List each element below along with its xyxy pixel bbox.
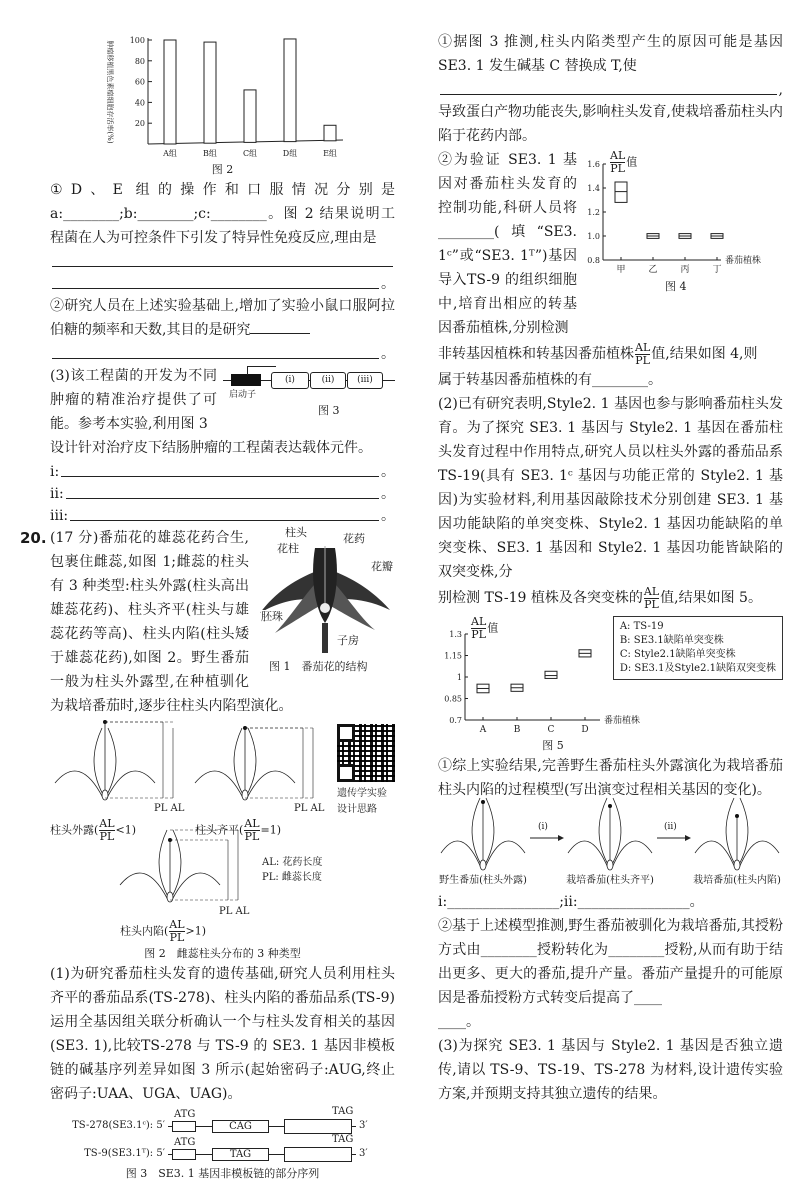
- box-甲: [615, 182, 627, 202]
- r2-text-3: 属于转基因番茄植株的有________。: [438, 372, 662, 388]
- stigma: [735, 814, 739, 818]
- question-2-text: ②研究人员在上述实验基础上,增加了实验小鼠口服阿拉伯糖的频率和天数,其目的是研究: [50, 298, 395, 338]
- figure-3-caption: 图 3: [318, 404, 340, 417]
- arrow-ii-head: [685, 835, 691, 841]
- answer-row-i: [50, 460, 395, 480]
- qr-code[interactable]: [337, 724, 395, 782]
- question-3-block: [50, 364, 395, 436]
- fig2-legend-pl: PL: 雌蕊长度: [262, 872, 322, 883]
- fig5-ylabel: $\frac{AL}{PL}$ 值: [471, 615, 499, 641]
- outline: [568, 841, 608, 868]
- seq-row-ts9: TS-9(SE3.1ᵀ): 5′ ATG TAG TAG 3′: [84, 1134, 368, 1160]
- x-tick-label: D: [581, 725, 589, 735]
- outline: [610, 798, 621, 868]
- pl-al-label: PL AL: [219, 906, 250, 917]
- fig1-label-ovary: 子房: [337, 634, 359, 647]
- bar-D组: [284, 39, 296, 142]
- outline: [483, 798, 494, 868]
- r2-text: ②为验证 SE3. 1 基因对番茄柱头发育的控制功能,科研人员将________(填“SE3. 1ᶜ”或“SE3. 1ᵀ”)基因导入TS-9 的组织细胞中,培育出相应的转基因番茄植株,分别检测: [438, 152, 577, 336]
- evo-answer[interactable]: i:________________;ii:________________。: [438, 894, 704, 910]
- outline: [245, 728, 256, 798]
- figure-5-container: [438, 616, 783, 738]
- fig1-label-style: 花柱: [277, 542, 299, 555]
- r5-text: (3)为探究 SE3. 1 基因与 Style2. 1 基因是否独立遗传,请以 TS-9、TS-19、TS-278 为材料,设计遗传实验方案,并预期支持其独立遗传的结果。: [438, 1038, 783, 1102]
- outline: [472, 798, 483, 868]
- x-tick-label: 乙: [648, 265, 658, 275]
- answer-row-ii: [50, 482, 395, 502]
- r3-text: ①综上实验结果,完善野生番茄柱头外露演化为栽培番茄柱头内陷的过程模型(写出演变过程相关基因的变化)。: [438, 758, 783, 798]
- figure-2-bar-chart: [100, 34, 350, 162]
- fig1-label-anther: 花药: [343, 532, 365, 545]
- answer-line[interactable]: [250, 333, 310, 334]
- bar-A组: [164, 40, 176, 144]
- r4-text: ②基于上述模型推测,野生番茄被驯化为栽培番茄,其授粉方式由________授粉转化为________授粉,从而有助于结出更多、更大的番茄,提升产量。番茄产量提升的可能原因是番茄授粉方式转变后提高了____: [438, 918, 783, 1006]
- x-tick-label: B: [513, 725, 521, 735]
- outline: [441, 841, 481, 868]
- ovary: [734, 860, 740, 870]
- arrow-label-i: (i): [538, 822, 548, 832]
- figure-4-caption: 图 4: [665, 280, 687, 293]
- outline: [726, 798, 737, 868]
- type-label-recessed: 柱头内陷( $\frac{AL}{PL}$ >1): [120, 918, 207, 944]
- fig2-legend-al: AL: 花药长度: [262, 857, 323, 868]
- answer-label-ii: ii:: [50, 486, 64, 502]
- r2-block: [438, 148, 783, 340]
- figure-5-legend: A: TS-19 B: SE3.1缺陷单突变株 C: Style2.1缺陷单突变株 D: SE3.1及Style2.1缺陷双突变株: [613, 616, 783, 680]
- stage-cultivated-recessed: 栽培番茄(柱头内陷): [693, 875, 781, 886]
- y-tick-label: 1.0: [587, 232, 600, 241]
- x-tick-label: C: [547, 725, 555, 735]
- outline: [599, 798, 610, 868]
- answer-row: [438, 78, 783, 98]
- ovary: [167, 892, 173, 902]
- part-2-text: (2)已有研究表明,Style2. 1 基因也参与影响番茄柱头发育。为了探究 SE3. 1 基因与 Style2. 1 基因在番茄柱头发育过程中作用特点,研究人员以柱头外露的番茄品系TS-19(具有 SE3. 1ᶜ 基因与功能正常的 Style2. 1 基因)为实验材料,利用基因敲除技术分别创建 SE3. 1 基因功能缺陷的单突变株、Style2. 1 基因功能缺陷的单突变株、SE3. 1 基因和 Style2. 1 基因功能皆缺陷的双突变株,分: [438, 396, 783, 580]
- figure-3-vector: [223, 364, 395, 420]
- figure-5-caption: 图 5: [542, 739, 564, 752]
- y-axis-label: 肿瘤移植黑色素瘤细胞存活率(%): [106, 40, 114, 144]
- comma: ,: [778, 82, 783, 98]
- outline: [737, 798, 748, 868]
- y-tick-label: 40: [134, 98, 145, 108]
- y-tick-label: 0.8: [587, 256, 600, 265]
- period: 。: [381, 486, 395, 502]
- fig1-label-petal: 花瓣: [371, 560, 393, 573]
- answer-line-ii[interactable]: [66, 498, 379, 499]
- outline: [234, 728, 245, 798]
- y-tick-label: 0.85: [444, 694, 462, 704]
- part-1-text: (1)为研究番茄柱头发育的遗传基础,研究人员利用柱头齐平的番茄品系(TS-278)、柱头内陷的番茄品系(TS-9)运用全基因组关联分析确认一个与柱头发育相关的基因(SE3. 1),比较TS-278 与 TS-9 的 SE3. 1 基因非模板链的碱基序列差异如图 3 所示(起始密码子:AUG,终止密码子:UAA、UGA、UAG)。: [50, 966, 395, 1102]
- figure-1-caption: 图 1 番茄花的结构: [269, 660, 368, 673]
- flower-exposed: [55, 720, 155, 800]
- vector-part-iii: (iii): [347, 372, 383, 389]
- figure-2-caption: 图 2: [211, 163, 234, 176]
- ovary: [480, 860, 486, 870]
- vector-part-i: (i): [271, 372, 309, 389]
- x-axis-label: 番茄植株: [604, 716, 641, 726]
- y-tick-label: 100: [129, 36, 145, 45]
- outline: [739, 841, 779, 868]
- figure-4-container: [583, 150, 783, 296]
- y-tick-label: 1.2: [587, 208, 600, 217]
- fig1-label-stigma: 柱头: [285, 526, 307, 539]
- y-tick-label: 20: [134, 119, 145, 129]
- answer-label-i: i:: [50, 464, 60, 480]
- r1-text-2: 导致蛋白产物功能丧失,影响柱头发育,使栽培番茄柱头内陷于花药内部。: [438, 104, 783, 144]
- x-tick-label: A: [479, 725, 487, 735]
- stigma: [481, 800, 485, 804]
- answer-label-iii: iii:: [50, 508, 69, 524]
- arrow-label-ii: (ii): [664, 822, 677, 832]
- question-2-text-wrap: [50, 294, 395, 342]
- answer-line[interactable]: [52, 266, 393, 267]
- figure-2-types-container: [50, 722, 395, 946]
- left-column: [20, 34, 395, 1182]
- period: 。: [381, 276, 395, 292]
- answer-line[interactable]: [440, 94, 777, 95]
- x-axis-label: 番茄植株: [725, 256, 762, 266]
- ovary: [102, 790, 108, 800]
- x-tick-label: D组: [282, 149, 298, 158]
- answer-line[interactable]: [52, 288, 379, 289]
- box-C: [545, 671, 557, 678]
- y-tick-label: 1.3: [449, 630, 462, 639]
- y-tick-label: 60: [134, 77, 145, 87]
- y-tick-label: 1.15: [444, 651, 462, 661]
- pl-al-label: PL AL: [294, 803, 325, 814]
- x-tick-label: E组: [323, 149, 337, 158]
- x-tick-label: A组: [163, 149, 177, 158]
- arrow-i-head: [558, 835, 564, 841]
- figure-3-sequence-caption: 图 3 SE3. 1 基因非模板链的部分序列: [125, 1167, 320, 1180]
- promoter-block: [231, 374, 261, 386]
- evo-recessed: [695, 798, 779, 870]
- question-3-text-2: 设计针对治疗皮下结肠肿瘤的工程菌表达载体元件。: [50, 440, 372, 456]
- qr-caption: 遗传学实验 设计思路: [337, 788, 387, 815]
- figure-1-container: [255, 526, 395, 676]
- answer-row: [50, 342, 395, 362]
- answer-line-iii[interactable]: [70, 520, 379, 521]
- y-tick-label: 0.7: [449, 716, 462, 725]
- evo-wild: [441, 798, 525, 870]
- stage-wild: 野生番茄(柱头外露): [439, 875, 527, 886]
- stage-cultivated-level: 栽培番茄(柱头齐平): [566, 875, 654, 886]
- answer-row: [50, 272, 395, 292]
- x-tick-label: 甲: [616, 265, 626, 275]
- part-2-text-2: 别检测 TS-19 植株及各突变株的 $\frac{AL}{PL}$ 值,结果如图 5。: [438, 584, 762, 611]
- evolution-model-container: [438, 806, 783, 890]
- flower-level: [195, 726, 295, 800]
- y-tick-label: 1.4: [587, 184, 600, 193]
- fig1-label-ovule: 胚珠: [261, 610, 283, 623]
- ovary: [242, 790, 248, 800]
- outline: [695, 841, 735, 868]
- type-label-exposed: 柱头外露( $\frac{AL}{PL}$ <1): [50, 817, 137, 843]
- answer-line-i[interactable]: [61, 476, 379, 477]
- y-tick-label: 80: [134, 56, 145, 66]
- question-20-text: (17 分)番茄花的雄蕊花药合生,包裹住雌蕊,如图 1;雌蕊的柱头有 3 种类型:柱头外露(柱头高出雄蕊花药)、柱头齐平(柱头与雄蕊花药等高)、柱头内陷(柱头矮于雄蕊花药),如图 2。野生番茄一般为柱头外露型,在种植驯化为栽培番茄时,逐步往柱头内陷型演化。: [50, 530, 293, 714]
- x-tick-label: B组: [203, 149, 217, 158]
- fig4-ylabel: $\frac{AL}{PL}$ 值: [610, 149, 638, 175]
- figure-2-types-caption: 图 2 雌蕊柱头分布的 3 种类型: [144, 947, 301, 960]
- period: 。: [381, 464, 395, 480]
- question-20-number: 20.: [20, 529, 47, 547]
- y-tick-label: 1.6: [587, 160, 600, 169]
- question-1-text: ①D、E 组的操作和口服情况分别是 a:________;b:________;c:________。图 2 结果说明工程菌在人为可控条件下引发了特异性免疫反应,理由是: [50, 182, 395, 246]
- right-column: [438, 30, 783, 1106]
- promoter-label: 启动子: [229, 390, 257, 400]
- ovary: [607, 860, 613, 870]
- r2-text-2: 非转基因植株和转基因番茄植株 $\frac{AL}{PL}$ 值,结果如图 4,则: [438, 340, 758, 367]
- r1-text: ①据图 3 推测,柱头内陷类型产生的原因可能是基因 SE3. 1 发生碱基 C 替换成 T,使: [438, 34, 783, 74]
- figure-1-flower: [255, 538, 395, 658]
- bar-E组: [324, 125, 336, 141]
- outline: [612, 841, 652, 868]
- figure-2-bar-container: [50, 34, 395, 162]
- answer-row-iii: [50, 504, 395, 524]
- period: 。: [381, 346, 395, 362]
- y-tick-label: 1: [456, 673, 462, 682]
- x-tick-label: 丁: [712, 265, 722, 275]
- answer-line[interactable]: [52, 358, 379, 359]
- outline: [94, 728, 105, 798]
- seq-row-ts278: TS-278(SE3.1ᶜ): 5′ ATG CAG TAG 3′: [72, 1106, 368, 1132]
- answer-row: [50, 250, 395, 270]
- pl-al-label: PL AL: [154, 803, 185, 814]
- vector-part-ii: (ii): [310, 372, 346, 389]
- x-tick-label: 丙: [680, 265, 690, 275]
- period: 。: [381, 508, 395, 524]
- r4-end: ____。: [438, 1014, 480, 1030]
- evo-level: [568, 798, 652, 870]
- question-3-text: (3)该工程菌的开发为不同肿瘤的精准治疗提供了可能。参考本实验,利用图 3: [50, 368, 217, 432]
- evolution-model-diagram: [438, 806, 783, 870]
- bar-C组: [244, 90, 256, 142]
- question-20-block: [20, 526, 395, 718]
- outline: [105, 728, 116, 798]
- outline: [485, 841, 525, 868]
- figure-3-sequence: [50, 1106, 395, 1166]
- x-tick-label: C组: [242, 149, 258, 158]
- type-label-level: 柱头齐平( $\frac{AL}{PL}$ =1): [195, 817, 282, 843]
- stigma: [608, 804, 612, 808]
- bar-B组: [204, 42, 216, 143]
